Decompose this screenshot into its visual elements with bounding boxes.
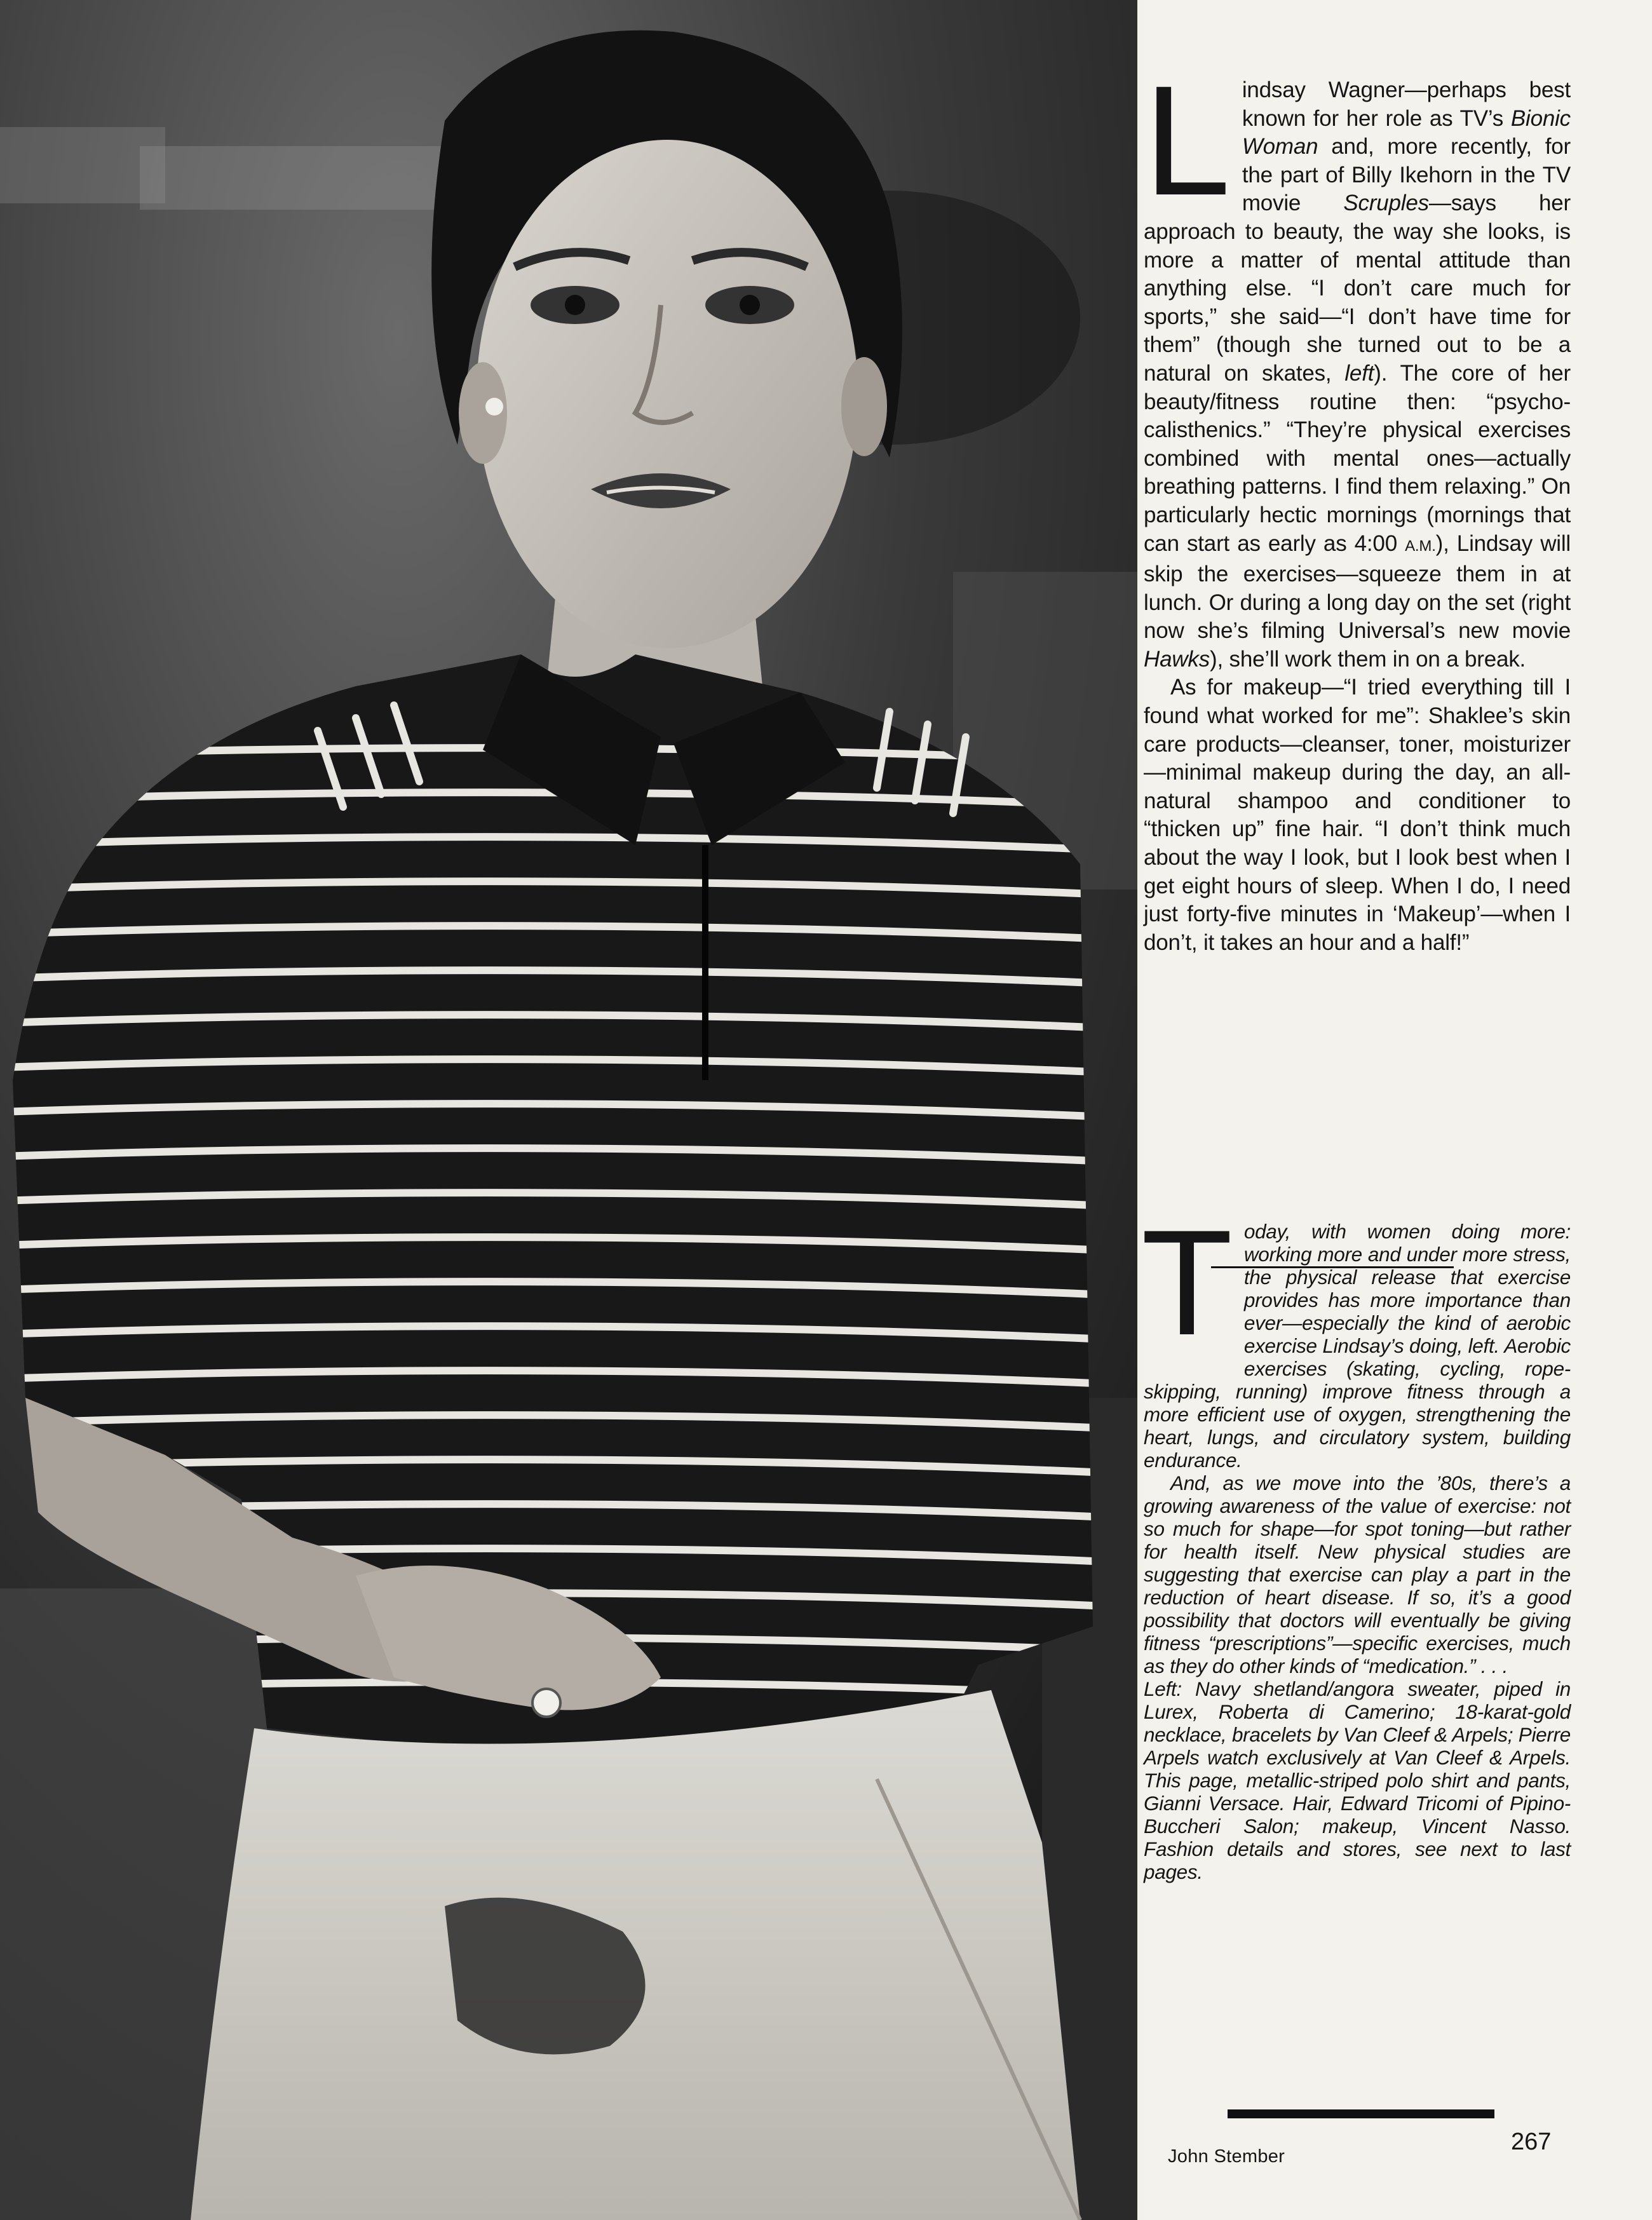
photo-credit: John Stember [1168,2146,1285,2167]
article-paragraph-2: As for makeup—“I tried everything till I found what worked for me”: Shaklee’s skin care products—cleanser, toner, moisturizer—minimal makeup during the day, an all-natural shampoo and conditioner to “thicken up” fine hair. “I don’t think much about the way I look, but I look best when I get eight hours of sleep. When I do, I need just forty-five minutes in ‘Makeup’—when I don’t, it takes an hour and a half!” [1144,675,1571,955]
fashion-caption: Left: Navy shetland/angora sweater, piped in Lurex, Roberta di Camerino; 18-karat-gold necklace, bracelets by Van Cleef & Arpels; Pierre Arpels watch exclusively at Van Cleef & Arpels. This page, metallic-striped polo shirt and pants, Gianni Versace. Hair, Edward Tricomi of Pipino-Buccheri Salon; makeup, Vincent Nasso. Fashion details and stores, see next to last pages. [1144,1677,1571,1883]
sidebar-paragraph-2: And, as we move into the ’80s, there’s a growing awareness of the value of exercise: not so much for shape—for spot toning—but rather for health itself. New physical studies are suggesting that exercise can play a part in the reduction of heart disease. If so, it’s a good possibility that doctors will eventually be giving fitness “prescriptions”—specific exercises, much as they do other kinds of “medication.” . . . [1144,1472,1571,1677]
fitness-sidebar [1141,1199,1571,1883]
movie-title-hawks: Hawks [1144,646,1210,672]
sidebar-paragraph-1: Today, with women doing more: working more and under more stress, the physical release that exercise provides has more importance than ever—especially the kind of aerobic exercise Lindsay’s doing, left. Aerobic exercises (skating, cycling, rope-skipping, running) improve fitness through a more efficient use of oxygen, strengthening the heart, lungs, and circulatory system, building endurance. [1141,1199,1571,1472]
sidebar-bottom-rule [1228,2109,1494,2118]
dropcap-l: L [1144,53,1228,228]
dropcap-t: T [1141,1199,1233,1367]
article-paragraph-1: Lindsay Wagner—perhaps best known for her role as TV’s Bionic Woman and, more recently, for the part of Billy Ikehorn in the TV movie Scruples—says her approach to beauty, the way she looks, is more a matter of mental attitude than anything else. “I don’t care much for sports,” she said—“I don’t have time for them” (though she turned out to be a natural on skates, left). The core of her beauty/fitness routine then: “psycho-calisthenics.” “They’re physical exercises combined with mental ones—actually breathing patterns. I find them relaxing.” On particularly hectic mornings (mornings that can start as early as 4:00 A.M.), Lindsay will skip the exercises—squeeze them in at lunch. Or during a long day on the set (right now she’s filming Universal’s new movie Hawks), she’ll work them in on a break. [1144,53,1571,672]
page-number: 267 [1511,2129,1552,2155]
show-title-bionic-woman: Bionic Woman [1242,105,1571,159]
movie-title-scruples: Scruples [1343,191,1429,216]
direction-left: left [1344,360,1374,386]
time-am: A.M. [1405,537,1436,555]
article-body [1144,53,1571,957]
